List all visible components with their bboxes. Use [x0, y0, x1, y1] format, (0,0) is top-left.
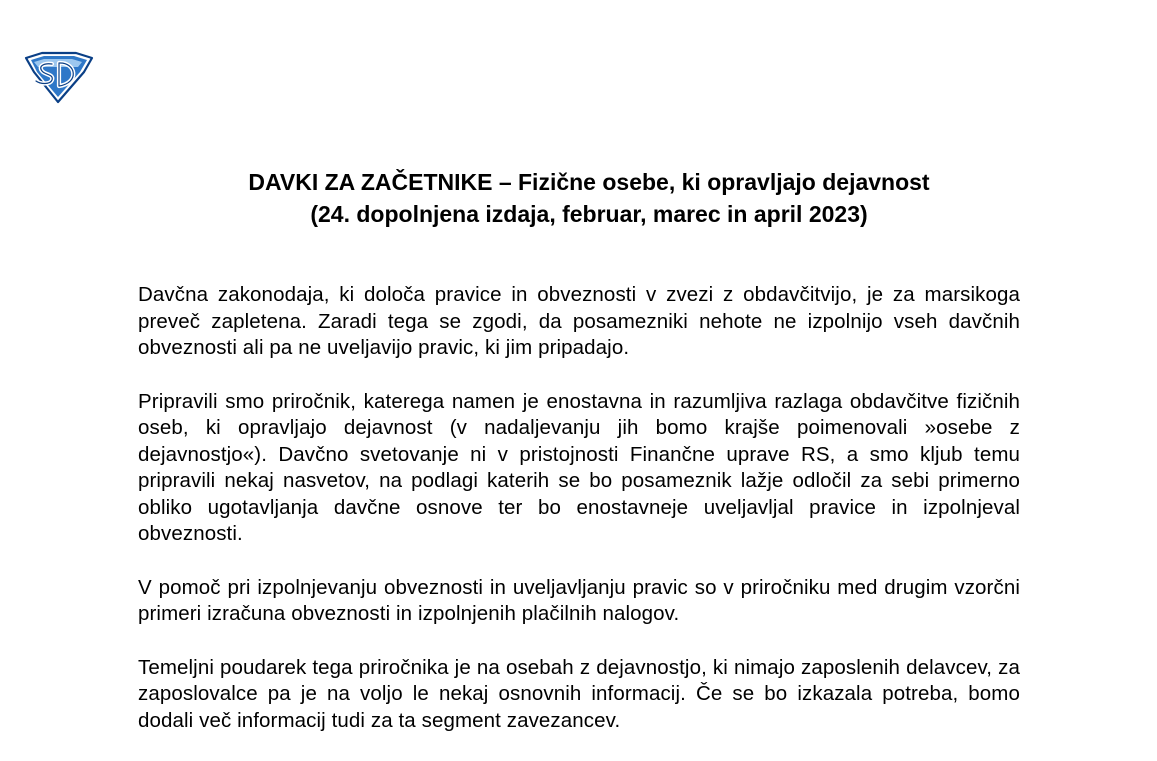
document-title	[140, 166, 1038, 230]
paragraph-purpose: Pripravili smo priročnik, katerega namen je enostavna in razumljiva razlaga obdavčitve fizičnih oseb, ki opravljajo dejavnost (v nadaljevanju jih bomo krajše poimenovali »osebe z dejavnostjo«). Davčno svetovanje ni v pristojnosti Finančne uprave RS, a smo kljub temu pripravili nekaj nasvetov, na podlagi katerih se bo posameznik lažje odločil za sebi primerno obliko ugotavljanja davčne osnove ter bo enostavneje uveljavljal pravice in izpolnjeval obveznosti.	[138, 389, 1020, 545]
document-title-line-2: (24. dopolnjena izdaja, februar, marec in april 2023)	[310, 201, 868, 227]
fu-rs-shield-logo-icon	[22, 50, 96, 104]
paragraph-help: V pomoč pri izpolnjevanju obveznosti in uveljavljanju pravic so v priročniku med drugim vzorčni primeri izračuna obveznosti in izpolnjenih plačilnih nalogov.	[138, 575, 1020, 625]
paragraph-intro: Davčna zakonodaja, ki določa pravice in obveznosti v zvezi z obdavčitvijo, je za marsikoga preveč zapletena. Zaradi tega se zgodi, da posamezniki nehote ne izpolnijo vseh davčnih obveznosti ali pa ne uveljavijo pravic, ki jim pripadajo.	[138, 283, 1020, 359]
paragraph-focus: Temeljni poudarek tega priročnika je na osebah z dejavnostjo, ki nimajo zaposlenih delavcev, za zaposlovalce pa je na voljo le nekaj osnovnih informacij. Če se bo izkazala potreba, bomo dodali več informacij tudi za ta segment zavezancev.	[138, 655, 1020, 732]
document-body	[138, 282, 1020, 761]
document-title-line-1: DAVKI ZA ZAČETNIKE – Fizične osebe, ki opravljajo dejavnost	[248, 169, 930, 195]
